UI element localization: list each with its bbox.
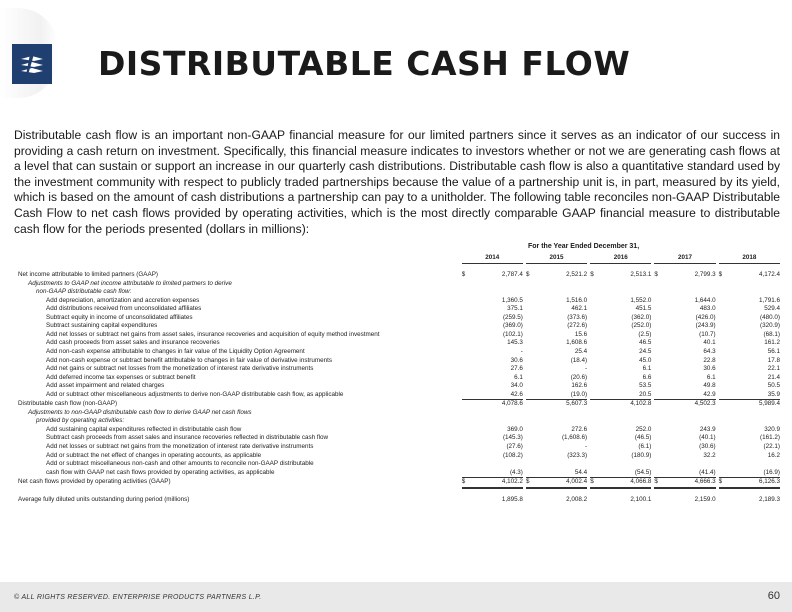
cell-value: 1,895.8: [501, 495, 523, 503]
table-row: [18, 297, 780, 306]
table-row: [18, 426, 780, 435]
cell-value: 4,078.6: [501, 400, 523, 408]
footer: [0, 582, 792, 612]
table-row: [18, 322, 780, 331]
cell-value: 64.3: [703, 347, 716, 355]
period-header: For the Year Ended December 31,: [528, 243, 640, 250]
cell-value: 2,513.1: [630, 271, 652, 279]
cell-value: [665, 288, 716, 297]
row-label: Add or subtract other miscellaneous adjustments to derive non-GAAP distributable cash flow, as applicable: [46, 390, 344, 398]
cell-value: 6.1: [514, 373, 523, 381]
cell-value: 16.2: [767, 451, 780, 459]
cell-value: [472, 409, 523, 418]
cell-value: 369.0: [507, 425, 523, 433]
cell-value: (323.3): [567, 451, 588, 459]
dollar-sign: $: [462, 478, 472, 488]
row-label: Add non-cash expense or subtract benefit attributable to changes in fair value of derivative instruments: [46, 356, 332, 364]
cell-value: 162.6: [571, 382, 588, 390]
cell-value: (259.5): [502, 313, 523, 321]
cell-value: 2,159.0: [694, 495, 716, 503]
cell-value: 4,066.8: [600, 478, 651, 488]
dollar-sign: $: [590, 271, 594, 279]
cell-value: (180.9): [631, 451, 652, 459]
cell-value: 4,172.4: [758, 271, 780, 279]
cell-value: 2,521.2: [566, 271, 588, 279]
dollar-sign: $: [654, 271, 658, 279]
cell-value: (373.6): [567, 313, 588, 321]
table-row: [18, 400, 780, 409]
cell-value: 161.2: [764, 339, 780, 347]
cell-value: 32.2: [703, 451, 716, 459]
table-row: [18, 434, 780, 443]
cell-value: [600, 409, 651, 418]
cell-value: [472, 280, 523, 289]
cell-value: 2,008.2: [566, 495, 588, 503]
cell-value: [729, 409, 780, 418]
cell-value: (2.5): [638, 330, 652, 338]
cell-value: (108.2): [502, 451, 523, 459]
copyright-text: © ALL RIGHTS RESERVED. ENTERPRISE PRODUCTS PARTNERS L.P.: [14, 594, 262, 601]
cell-value: 145.3: [507, 339, 523, 347]
cell-value: 6,126.3: [729, 478, 780, 488]
cell-value: 320.9: [764, 425, 780, 433]
table-row: [18, 469, 780, 478]
cell-value: (4.3): [472, 469, 523, 478]
cell-value: (426.0): [695, 313, 716, 321]
cell-value: (362.0): [631, 313, 652, 321]
cell-value: 6.6: [642, 373, 652, 381]
cell-value: (145.3): [502, 434, 523, 442]
row-label: Net income attributable to limited partners (GAAP): [18, 271, 158, 279]
cell-value: 30.6: [703, 365, 716, 373]
cell-value: (19.0): [536, 391, 587, 400]
cell-value: [665, 280, 716, 289]
dollar-sign: $: [719, 478, 729, 488]
row-label: Subtract cash proceeds from asset sales and insurance recoveries reflected in distributable cash flow: [46, 434, 329, 442]
row-label: provided by operating activities:: [36, 417, 125, 425]
cell-value: (6.1): [638, 442, 652, 450]
cell-value: 483.0: [699, 305, 716, 313]
cell-value: 6.1: [706, 373, 716, 381]
cell-value: [472, 417, 523, 426]
row-label: Add non-cash expense attributable to changes in fair value of the Liquidity Option Agreement: [46, 347, 305, 355]
cell-value: (243.9): [695, 322, 716, 330]
table-row: [18, 339, 780, 348]
cell-value: 2,189.3: [758, 495, 780, 503]
cell-value: (1,608.6): [561, 434, 588, 442]
cell-value: [729, 460, 780, 469]
cell-value: (46.5): [634, 434, 652, 442]
row-label: Add net losses or subtract net gains from the monetization of interest rate derivative instruments: [46, 442, 314, 450]
cell-value: [536, 288, 587, 297]
cell-value: 15.6: [574, 330, 588, 338]
cell-value: (102.1): [502, 330, 523, 338]
row-label: Add cash proceeds from asset sales and insurance recoveries: [46, 339, 220, 347]
cell-value: [729, 280, 780, 289]
table-row: [18, 478, 780, 488]
cell-value: 462.1: [571, 305, 588, 313]
table-row: [18, 409, 780, 418]
cell-value: (369.0): [502, 322, 523, 330]
cell-value: 22.8: [703, 356, 716, 364]
year-header: 2016: [590, 254, 651, 263]
cell-value: (16.9): [729, 469, 780, 478]
cell-value: 45.0: [639, 356, 652, 364]
cell-value: 4,502.3: [694, 400, 716, 408]
intro-paragraph: Distributable cash flow is an important non-GAAP financial measure for our limited partners since it serves as an indicator of our success in providing a cash return on investment. Specifically, this financial measure indicates to investors whether or not we are generating cash flows at a level that can sustain or support an increase in our quarterly cash distributions. Distributable cash flow is also a quantitative standard used by the investment community with respect to publicly traded partnerships because the value of a partnership unit is, in part, measured by its yield, which is based on the amount of cash distributions a partnership can pay to a unitholder. The following table reconciles non-GAAP Distributable Cash Flow to net cash flows provided by operating activities, which is the most directly comparable GAAP financial measure to distributable cash flow for the periods presented (dollars in millions):: [14, 128, 780, 236]
cell-value: [536, 409, 587, 418]
row-label: Add asset impairment and related charges: [46, 382, 165, 390]
cell-value: [729, 288, 780, 297]
cell-value: (22.1): [763, 442, 780, 450]
cell-value: 50.5: [767, 382, 780, 390]
row-label: Average fully diluted units outstanding during period (millions): [18, 495, 190, 503]
cell-value: 252.0: [635, 425, 652, 433]
cell-value: (54.5): [600, 469, 651, 478]
cell-value: (41.4): [665, 469, 716, 478]
row-label: cash flow with GAAP net cash flows provided by operating activities, as applicable: [46, 468, 275, 476]
year-header-row: [18, 254, 780, 263]
row-label: Add or subtract the net effect of changes in operating accounts, as applicable: [46, 451, 262, 459]
cell-value: (30.6): [699, 442, 716, 450]
cell-value: 24.5: [639, 347, 652, 355]
cell-value: 2,787.4: [501, 271, 523, 279]
row-label: Add distributions received from unconsolidated affiliates: [46, 305, 202, 313]
cell-value: 35.9: [729, 391, 780, 400]
row-label: Adjustments to non-GAAP distributable cash flow to derive GAAP net cash flows: [28, 408, 252, 416]
cell-value: -: [585, 442, 588, 450]
row-label: Add net losses or subtract net gains from asset sales, insurance recoveries and acquisition of equity method investment: [46, 330, 380, 338]
table-row: [18, 365, 780, 374]
cell-value: 56.1: [767, 347, 780, 355]
table-row: [18, 331, 780, 340]
cell-value: 1,360.5: [501, 296, 523, 304]
cell-value: (272.6): [567, 322, 588, 330]
cell-value: [536, 417, 587, 426]
cell-value: 1,516.0: [566, 296, 588, 304]
cell-value: (161.2): [760, 434, 780, 442]
dollar-sign: $: [590, 478, 600, 488]
row-label: Net cash flows provided by operating activities (GAAP): [18, 478, 171, 486]
cell-value: 4,102.8: [630, 400, 652, 408]
cell-value: (27.6): [506, 442, 523, 450]
cell-value: 46.5: [639, 339, 652, 347]
cell-value: 21.4: [767, 373, 780, 381]
table-row: [18, 496, 780, 505]
cell-value: [600, 417, 651, 426]
table-row: [18, 417, 780, 426]
table-row: [18, 357, 780, 366]
cell-value: 451.5: [635, 305, 652, 313]
table-row: [18, 443, 780, 452]
row-label: Adjustments to GAAP net income attributable to limited partners to derive: [28, 279, 232, 287]
row-label: Add depreciation, amortization and accretion expenses: [46, 296, 200, 304]
row-label: Add or subtract miscellaneous non-cash and other amounts to reconcile non-GAAP distributable: [46, 460, 314, 468]
cell-value: 30.6: [510, 356, 523, 364]
table-row: [18, 271, 780, 280]
table-row: [18, 382, 780, 391]
cell-value: [472, 460, 523, 469]
table-row: [18, 460, 780, 469]
cell-value: [665, 460, 716, 469]
table-row: [18, 391, 780, 400]
cell-value: [600, 280, 651, 289]
cell-value: [472, 288, 523, 297]
row-label: Subtract sustaining capital expenditures: [46, 322, 158, 330]
table-row: [18, 305, 780, 314]
table-row: [18, 314, 780, 323]
row-label: Add sustaining capital expenditures reflected in distributable cash flow: [46, 425, 242, 433]
cell-value: (252.0): [631, 322, 652, 330]
cell-value: 42.9: [665, 391, 716, 400]
cell-value: [600, 460, 651, 469]
cell-value: 2,100.1: [630, 495, 652, 503]
cell-value: [600, 288, 651, 297]
cell-value: (40.1): [699, 434, 716, 442]
cell-value: 4,102.2: [472, 478, 523, 488]
dollar-sign: $: [461, 271, 466, 279]
cell-value: 40.1: [703, 339, 716, 347]
row-label: Distributable cash flow (non-GAAP): [18, 400, 118, 407]
cell-value: 53.5: [639, 382, 652, 390]
row-label: Add deferred income tax expenses or subtract benefit: [46, 373, 196, 381]
cell-value: 243.9: [699, 425, 716, 433]
cell-value: 1,644.0: [694, 296, 716, 304]
distributable-cash-flow-table: [18, 254, 780, 504]
table-row: [18, 374, 780, 383]
cell-value: (320.9): [760, 322, 780, 330]
table-row: [18, 452, 780, 461]
cell-value: 6.1: [642, 365, 652, 373]
cell-value: [729, 417, 780, 426]
cell-value: 20.5: [600, 391, 651, 400]
cell-value: 529.4: [764, 305, 780, 313]
cell-value: 4,002.4: [536, 478, 587, 488]
cell-value: [665, 409, 716, 418]
dollar-sign: $: [526, 478, 536, 488]
cell-value: [536, 280, 587, 289]
cell-value: [536, 460, 587, 469]
row-label: Add net gains or subtract net losses from the monetization of interest rate derivative instruments: [46, 365, 314, 373]
enterprise-logo-icon: [12, 44, 52, 84]
cell-value: 272.6: [571, 425, 588, 433]
cell-value: (480.0): [760, 313, 780, 321]
cell-value: [665, 417, 716, 426]
cell-value: 27.6: [510, 365, 523, 373]
cell-value: 34.0: [510, 382, 523, 390]
cell-value: 1,552.0: [630, 296, 652, 304]
cell-value: (20.6): [570, 373, 588, 381]
cell-value: 22.1: [767, 365, 780, 373]
cell-value: 1,791.6: [758, 296, 780, 304]
year-header: 2017: [654, 254, 715, 263]
cell-value: 1,608.6: [566, 339, 588, 347]
cell-value: 54.4: [536, 469, 587, 478]
year-header: 2014: [462, 254, 523, 263]
table-row: [18, 280, 780, 289]
year-header: 2018: [719, 254, 780, 263]
cell-value: (68.1): [763, 330, 780, 338]
table-row: [18, 288, 780, 297]
cell-value: 4,666.3: [665, 478, 716, 488]
cell-value: 375.1: [507, 305, 523, 313]
cell-value: -: [585, 365, 588, 373]
dollar-sign: $: [654, 478, 664, 488]
dollar-sign: $: [525, 271, 530, 279]
cell-value: (10.7): [699, 330, 716, 338]
table-row: [18, 348, 780, 357]
row-label: Subtract equity in income of unconsolidated affiliates: [46, 313, 193, 321]
cell-value: -: [520, 347, 523, 355]
cell-value: 25.4: [574, 347, 588, 355]
cell-value: 2,799.3: [694, 271, 716, 279]
row-label: non-GAAP distributable cash flow:: [36, 288, 132, 296]
cell-value: 17.8: [767, 356, 780, 364]
page-number: 60: [767, 590, 780, 602]
dollar-sign: $: [718, 271, 723, 279]
cell-value: 5,607.3: [566, 400, 588, 408]
cell-value: 49.8: [703, 382, 716, 390]
cell-value: 5,989.4: [758, 400, 780, 408]
year-header: 2015: [526, 254, 587, 263]
cell-value: 42.6: [472, 391, 523, 400]
page-title: DISTRIBUTABLE CASH FLOW: [98, 44, 631, 83]
cell-value: (18.4): [570, 356, 588, 364]
